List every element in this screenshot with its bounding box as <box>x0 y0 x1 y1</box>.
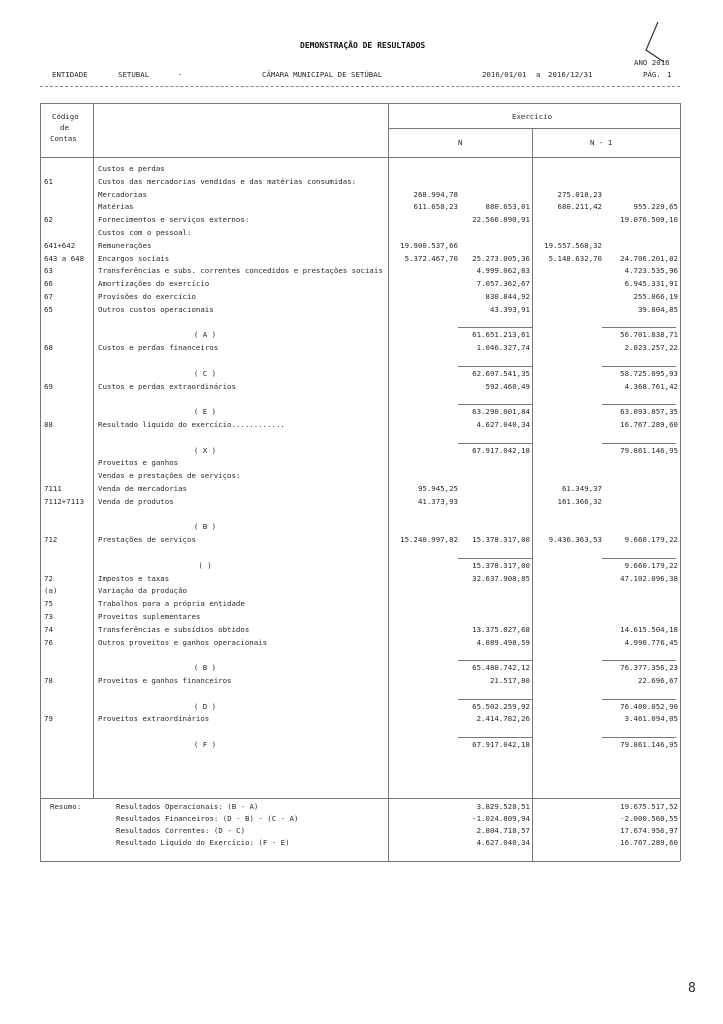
value-n1-total: 4.998.776,45 <box>624 637 678 647</box>
summary-value-n1: 16.767.289,60 <box>620 838 678 847</box>
value-n1-total: 4.723.535,96 <box>624 266 678 276</box>
subtotal-label: ( ) <box>198 560 212 570</box>
value-n1-total: 3.461.094,05 <box>624 714 678 724</box>
account-description: Proveitos suplementares <box>98 612 201 621</box>
account-code: 641+642 <box>44 240 76 250</box>
account-description: Custos e perdas financeiros <box>98 343 219 353</box>
summary-label: Resumo: <box>50 802 82 811</box>
value-n1-total: 63.093.857,35 <box>620 407 678 417</box>
account-description: Remunerações <box>98 240 152 250</box>
summary-value-n: -1.024.809,94 <box>472 814 530 823</box>
account-code: 7112+7113 <box>44 496 85 506</box>
value-n1-total: 955.229,65 <box>633 202 678 212</box>
account-code: 68 <box>44 343 53 353</box>
summary-value-n: 4.627.040,34 <box>476 838 530 847</box>
value-n1-total: 76.377.356,23 <box>620 663 678 673</box>
value-n-partial: 268.994,78 <box>413 189 458 199</box>
value-n1-partial: 680.211,42 <box>557 202 602 212</box>
account-description: Impostos e taxas <box>98 573 170 583</box>
value-n1-total: 255.066,19 <box>633 292 678 301</box>
value-n-total: 43.393,91 <box>489 304 530 314</box>
value-n-total: 4.089.498,59 <box>476 637 530 647</box>
subtotal-label: ( E ) <box>193 407 217 417</box>
value-n-total: 25.273.005,36 <box>472 253 530 263</box>
account-description: Venda de mercadorias <box>98 484 187 493</box>
value-n1-total: 19.076.509,10 <box>620 215 678 225</box>
value-n1-total: 56.701.838,71 <box>620 330 678 340</box>
summary-item-label: Resultado Líquido do Exercício: (F - E) <box>116 838 290 847</box>
account-description: Proveitos e ganhos <box>98 458 179 468</box>
account-code: 712 <box>44 535 58 545</box>
value-n-total: 4.999.062,83 <box>476 266 530 276</box>
value-n1-total: 9.660.179,22 <box>624 560 678 570</box>
value-n1-partial: 9.436.363,53 <box>548 535 602 545</box>
value-n-total: 67.917.042,18 <box>472 445 530 455</box>
value-n1-total: 47.102.096,38 <box>620 573 678 583</box>
value-n1-total: 16.767.289,60 <box>620 420 678 429</box>
account-description: Vendas e prestações de serviços: <box>98 471 241 481</box>
code-header-2: de <box>60 123 69 132</box>
subtotal-rule <box>458 699 532 700</box>
value-n-partial: 19.900.537,66 <box>400 240 458 250</box>
document-title: DEMONSTRAÇÃO DE RESULTADOS <box>300 41 426 50</box>
value-n1-total: 4.368.761,42 <box>624 381 678 391</box>
summary-item-label: Resultados Correntes: (D - C) <box>116 826 246 835</box>
column-n1-header: N - 1 <box>590 138 613 147</box>
subtotal-rule <box>602 660 676 661</box>
subtotal-label: ( B ) <box>193 663 217 673</box>
value-n1-total: 2.023.257,22 <box>624 343 678 353</box>
subtotal-rule <box>458 366 532 367</box>
table-top-border <box>40 103 680 104</box>
summary-item-label: Resultados Operacionais: (B - A) <box>116 802 259 811</box>
period-separator: a <box>536 70 541 79</box>
code-header-1: Código <box>52 112 79 121</box>
value-n-total: 61.651.213,61 <box>472 330 530 340</box>
value-n-total: 21.517,80 <box>489 676 530 685</box>
subtotal-rule <box>602 366 676 367</box>
account-description: Venda de produtos <box>98 496 174 506</box>
account-description: Trabalhos para a própria entidade <box>98 599 245 609</box>
account-description: Custos e perdas extraordinários <box>98 381 236 391</box>
account-description: Proveitos e ganhos financeiros <box>98 676 232 685</box>
value-n-partial: 41.373,93 <box>417 496 458 506</box>
account-code: 76 <box>44 637 53 647</box>
value-n-total: 32.637.908,85 <box>472 573 530 583</box>
value-n1-total: 22.696,67 <box>637 676 678 685</box>
subtotal-rule <box>602 404 676 405</box>
value-n-total: 7.057.362,67 <box>476 279 530 289</box>
account-code: 75 <box>44 599 53 609</box>
account-description: Custos com o pessoal: <box>98 228 192 237</box>
subtotal-rule <box>458 443 532 444</box>
account-description: Transferências e subs. correntes concedidos e prestações sociais <box>98 266 383 276</box>
subtotal-label: ( D ) <box>193 701 217 711</box>
account-description: Encargos sociais <box>98 253 170 263</box>
account-description: Amortizações do exercício <box>98 279 210 289</box>
subtotal-rule <box>458 327 532 328</box>
account-code: 61 <box>44 176 53 186</box>
table-left-border <box>40 103 41 861</box>
subtotal-rule <box>458 404 532 405</box>
value-n1-total: 58.725.095,93 <box>620 368 678 378</box>
code-column-divider <box>93 103 94 798</box>
value-n1-total: 76.400.052,90 <box>620 701 678 711</box>
page-corner-number: 8 <box>688 981 696 996</box>
value-n-partial: 5.372.467,70 <box>404 253 458 263</box>
value-n-total: 15.378.317,00 <box>472 560 530 570</box>
header-separator <box>40 86 680 87</box>
value-n1-total: 6.945.331,91 <box>624 279 678 289</box>
account-description: Outros proveitos e ganhos operacionais <box>98 637 268 647</box>
entity-name: CÂMARA MUNICIPAL DE SETÚBAL <box>262 70 383 79</box>
summary-value-n: 3.829.528,51 <box>476 802 530 811</box>
subtotal-rule <box>458 737 532 738</box>
value-n1-total: 39.804,85 <box>637 304 678 314</box>
account-code: 7111 <box>44 484 62 493</box>
account-code: 74 <box>44 624 53 634</box>
n-column-divider <box>532 128 533 861</box>
account-code: 65 <box>44 304 53 314</box>
account-code: 73 <box>44 612 53 621</box>
account-description: Custos e perdas <box>98 164 165 173</box>
value-n1-partial: 19.557.568,32 <box>544 240 602 250</box>
subtotal-label: ( F ) <box>193 740 217 749</box>
account-code: 69 <box>44 381 53 391</box>
account-code: 67 <box>44 292 53 301</box>
entity-code: SETUBAL <box>118 70 150 79</box>
subtotal-rule <box>602 558 676 559</box>
table-right-border <box>680 103 681 861</box>
account-code: 88 <box>44 420 53 429</box>
summary-value-n1: -2.000.560,55 <box>620 814 678 823</box>
value-n-total: 1.046.327,74 <box>476 343 530 353</box>
subtotal-rule <box>602 443 676 444</box>
year-annotation: ANO 2016 <box>634 58 670 67</box>
value-n-total: 22.566.890,91 <box>472 215 530 225</box>
subtotal-label: ( A ) <box>193 330 217 340</box>
account-description: Custos das mercadorias vendidas e das matérias consumidas: <box>98 176 357 186</box>
exercise-divider <box>388 128 680 129</box>
value-n-partial: 95.945,25 <box>417 484 458 493</box>
value-n-total: 830.844,92 <box>485 292 530 301</box>
account-code: 62 <box>44 215 53 225</box>
exercise-header: Exercício <box>512 112 553 121</box>
summary-value-n: 2.804.718,57 <box>476 826 530 835</box>
account-code: (a) <box>44 586 58 596</box>
summary-item-label: Resultados Financeiros: (D - B) - (C - A) <box>116 814 299 823</box>
value-n-total: 13.375.027,68 <box>472 624 530 634</box>
account-code: 63 <box>44 266 53 276</box>
column-n-header: N <box>458 138 463 147</box>
value-n1-partial: 275.018,23 <box>557 189 602 199</box>
value-n-total: 65.502.259,92 <box>472 701 530 711</box>
value-n1-partial: 5.148.632,70 <box>548 253 602 263</box>
table-bottom-border <box>40 861 680 862</box>
subtotal-rule <box>602 699 676 700</box>
account-description: Prestações de serviços <box>98 535 196 545</box>
page-label: PÁG. <box>643 70 661 79</box>
account-description: Resultado líquido do exercício............ <box>98 420 285 429</box>
account-description: Mercadorias <box>98 189 147 199</box>
value-n1-total: 79.861.146,95 <box>620 740 678 749</box>
value-n-partial: 15.240.997,82 <box>400 535 458 545</box>
value-n1-total: 79.861.146,95 <box>620 445 678 455</box>
entity-dash: - <box>178 70 183 79</box>
subtotal-label: ( B ) <box>193 522 217 532</box>
value-n-total: 592.460,49 <box>485 381 530 391</box>
account-code: 66 <box>44 279 53 289</box>
account-description: Fornecimentos e serviços externos: <box>98 215 250 225</box>
value-n1-partial: 61.349,37 <box>561 484 602 493</box>
value-n-total: 65.480.742,12 <box>472 663 530 673</box>
subtotal-rule <box>602 737 676 738</box>
subtotal-label: ( X ) <box>193 445 217 455</box>
account-description: Outros custos operacionais <box>98 304 214 314</box>
value-n1-total: 24.706.201,02 <box>620 253 678 263</box>
value-n-total: 62.697.541,35 <box>472 368 530 378</box>
value-n-total: 67.917.042,18 <box>472 740 530 749</box>
value-n1-total: 14.615.504,18 <box>620 624 678 634</box>
account-code: 643 a 648 <box>44 253 85 263</box>
value-n-total: 2.414.782,26 <box>476 714 530 724</box>
value-n1-partial: 161.366,32 <box>557 496 602 506</box>
summary-value-n1: 17.674.956,97 <box>620 826 678 835</box>
account-description: Transferências e subsídios obtidos <box>98 624 250 634</box>
account-description: Provisões do exercício <box>98 292 196 301</box>
value-n-total: 63.290.001,84 <box>472 407 530 417</box>
account-code: 79 <box>44 714 53 724</box>
subtotal-label: ( C ) <box>193 368 217 378</box>
value-n-total: 15.378.317,00 <box>472 535 530 545</box>
value-n-total: 4.627.040,34 <box>476 420 530 429</box>
header-bottom-border <box>40 157 680 158</box>
summary-top-border <box>40 798 680 799</box>
subtotal-rule <box>458 558 532 559</box>
value-n1-total: 9.660.179,22 <box>624 535 678 545</box>
code-header-3: Contas <box>50 134 77 143</box>
description-column-divider <box>388 103 389 861</box>
account-description: Proveitos extraordinários <box>98 714 210 724</box>
entity-label: ENTIDADE <box>52 70 88 79</box>
page-number: 1 <box>667 70 672 79</box>
subtotal-rule <box>458 660 532 661</box>
account-description: Matérias <box>98 202 134 212</box>
account-description: Variação da produção <box>98 586 187 596</box>
account-code: 72 <box>44 573 53 583</box>
account-code: 78 <box>44 676 53 685</box>
subtotal-rule <box>602 327 676 328</box>
period-start: 2016/01/01 <box>482 70 527 79</box>
summary-value-n1: 19.675.517,52 <box>620 802 678 811</box>
period-end: 2016/12/31 <box>548 70 593 79</box>
value-n-total: 880.653,01 <box>485 202 530 212</box>
value-n-partial: 611.658,23 <box>413 202 458 212</box>
